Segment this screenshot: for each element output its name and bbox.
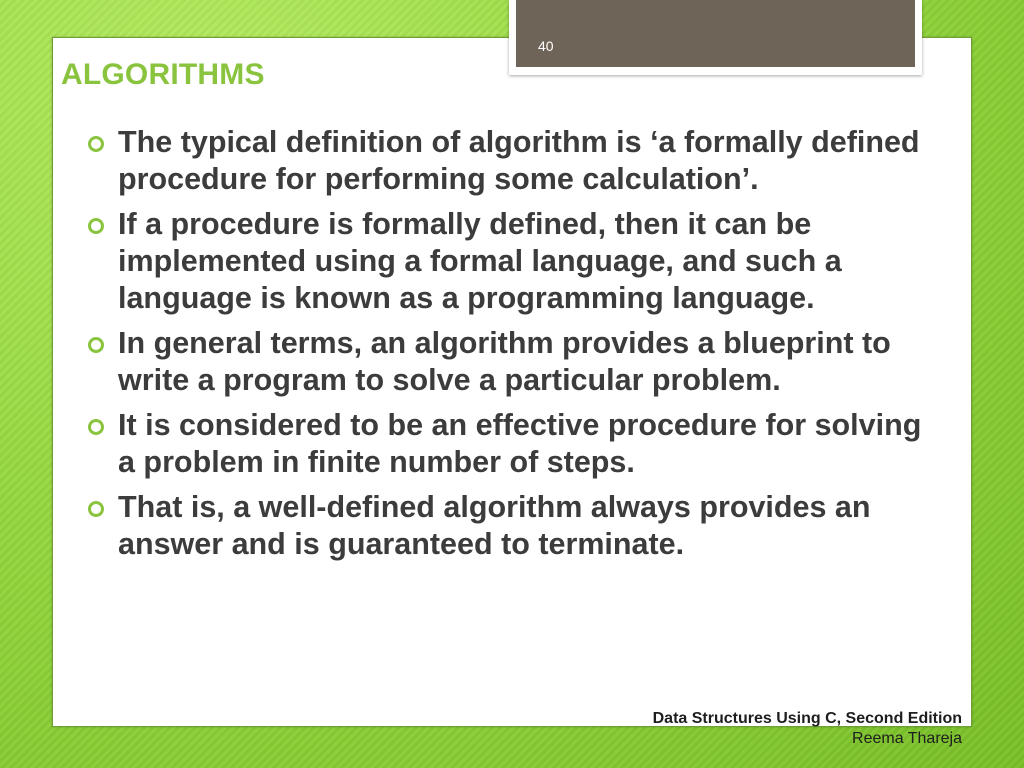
bullet-text: In general terms, an algorithm provides a blueprint to write a program to solve a particular problem. — [118, 326, 891, 397]
page-number-tab — [509, 0, 922, 75]
ring-bullet-icon — [88, 218, 104, 234]
bullet-text: It is considered to be an effective procedure for solving a problem in finite number of steps. — [118, 408, 922, 479]
slide-footer — [653, 709, 962, 749]
page-number-tab-fill — [516, 0, 915, 67]
footer-book-title: Data Structures Using C, Second Edition — [652, 710, 962, 727]
ring-bullet-icon — [88, 337, 104, 353]
slide-title: ALGORITHMS — [61, 58, 265, 91]
bullet-item-effective-procedure — [86, 407, 936, 481]
ring-bullet-icon — [88, 501, 104, 517]
bullet-text: That is, a well-defined algorithm always provides an answer and is guaranteed to terminate. — [118, 490, 871, 561]
footer-author: Reema Thareja — [852, 730, 962, 747]
bullet-item-formal-language — [86, 206, 936, 317]
page-number: 40 — [538, 38, 554, 54]
ring-bullet-icon — [88, 136, 104, 152]
ring-bullet-icon — [88, 419, 104, 435]
bullet-list — [86, 124, 936, 571]
bullet-item-definition — [86, 124, 936, 198]
bullet-text: If a procedure is formally defined, then it can be implemented using a formal language, and such a language is known as a programming language. — [118, 207, 842, 315]
bullet-text: The typical definition of algorithm is ‘a formally defined procedure for performing some calculation’. — [118, 125, 920, 196]
bullet-item-blueprint — [86, 325, 936, 399]
bullet-item-terminate — [86, 489, 936, 563]
